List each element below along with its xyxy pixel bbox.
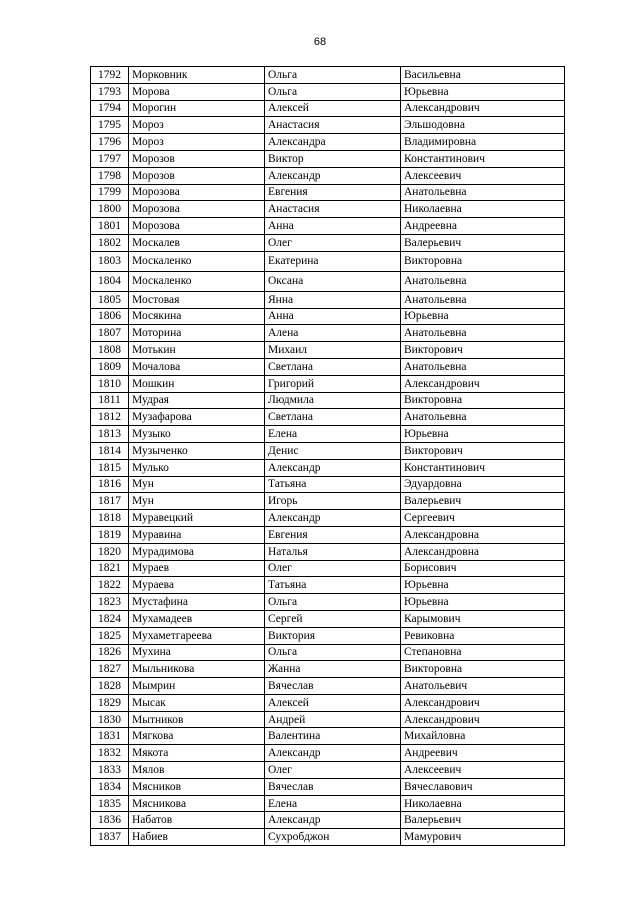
first-name-cell: Оксана xyxy=(265,271,401,291)
last-name-cell: Мустафина xyxy=(129,594,265,611)
row-number-cell: 1813 xyxy=(91,426,129,443)
table-row xyxy=(91,291,565,308)
table-row xyxy=(91,795,565,812)
table-row xyxy=(91,409,565,426)
last-name-cell: Мухамадеев xyxy=(129,610,265,627)
last-name-cell: Москаленко xyxy=(129,251,265,271)
table-row xyxy=(91,829,565,846)
row-number-cell: 1796 xyxy=(91,134,129,151)
row-number-cell: 1828 xyxy=(91,678,129,695)
row-number-cell: 1829 xyxy=(91,694,129,711)
patronymic-cell: Валерьевич xyxy=(401,234,565,251)
first-name-cell: Олег xyxy=(265,234,401,251)
row-number-cell: 1822 xyxy=(91,577,129,594)
row-number-cell: 1798 xyxy=(91,167,129,184)
last-name-cell: Набатов xyxy=(129,812,265,829)
patronymic-cell: Николаевна xyxy=(401,201,565,218)
first-name-cell: Денис xyxy=(265,442,401,459)
table-row xyxy=(91,325,565,342)
first-name-cell: Валентина xyxy=(265,728,401,745)
row-number-cell: 1795 xyxy=(91,117,129,134)
row-number-cell: 1801 xyxy=(91,218,129,235)
first-name-cell: Светлана xyxy=(265,358,401,375)
row-number-cell: 1811 xyxy=(91,392,129,409)
last-name-cell: Мураев xyxy=(129,560,265,577)
table-row xyxy=(91,476,565,493)
table-row xyxy=(91,543,565,560)
first-name-cell: Андрей xyxy=(265,711,401,728)
row-number-cell: 1794 xyxy=(91,100,129,117)
row-number-cell: 1799 xyxy=(91,184,129,201)
first-name-cell: Алексей xyxy=(265,694,401,711)
table-row xyxy=(91,342,565,359)
row-number-cell: 1815 xyxy=(91,459,129,476)
first-name-cell: Ольга xyxy=(265,594,401,611)
patronymic-cell: Степановна xyxy=(401,644,565,661)
first-name-cell: Ольга xyxy=(265,644,401,661)
last-name-cell: Мун xyxy=(129,493,265,510)
last-name-cell: Музыко xyxy=(129,426,265,443)
patronymic-cell: Викторович xyxy=(401,442,565,459)
row-number-cell: 1833 xyxy=(91,762,129,779)
last-name-cell: Мудрая xyxy=(129,392,265,409)
table-row xyxy=(91,694,565,711)
patronymic-cell: Юрьевна xyxy=(401,83,565,100)
last-name-cell: Мороз xyxy=(129,134,265,151)
last-name-cell: Мытников xyxy=(129,711,265,728)
patronymic-cell: Константинович xyxy=(401,150,565,167)
last-name-cell: Морозов xyxy=(129,150,265,167)
patronymic-cell: Анатольевна xyxy=(401,184,565,201)
first-name-cell: Григорий xyxy=(265,375,401,392)
table-row xyxy=(91,644,565,661)
roster-body xyxy=(91,67,565,846)
row-number-cell: 1793 xyxy=(91,83,129,100)
patronymic-cell: Валерьевич xyxy=(401,812,565,829)
table-row xyxy=(91,117,565,134)
first-name-cell: Игорь xyxy=(265,493,401,510)
last-name-cell: Мураева xyxy=(129,577,265,594)
patronymic-cell: Александрович xyxy=(401,711,565,728)
row-number-cell: 1832 xyxy=(91,745,129,762)
first-name-cell: Анна xyxy=(265,308,401,325)
row-number-cell: 1830 xyxy=(91,711,129,728)
table-row xyxy=(91,167,565,184)
patronymic-cell: Андреевич xyxy=(401,745,565,762)
first-name-cell: Олег xyxy=(265,560,401,577)
table-row xyxy=(91,392,565,409)
last-name-cell: Морова xyxy=(129,83,265,100)
table-row xyxy=(91,442,565,459)
last-name-cell: Мясников xyxy=(129,778,265,795)
first-name-cell: Ольга xyxy=(265,83,401,100)
first-name-cell: Ольга xyxy=(265,67,401,84)
patronymic-cell: Викторовна xyxy=(401,392,565,409)
table-row xyxy=(91,67,565,84)
table-row xyxy=(91,577,565,594)
row-number-cell: 1823 xyxy=(91,594,129,611)
row-number-cell: 1821 xyxy=(91,560,129,577)
last-name-cell: Музафарова xyxy=(129,409,265,426)
patronymic-cell: Александровна xyxy=(401,543,565,560)
patronymic-cell: Эльшодовна xyxy=(401,117,565,134)
patronymic-cell: Михайловна xyxy=(401,728,565,745)
patronymic-cell: Анатольевна xyxy=(401,271,565,291)
row-number-cell: 1792 xyxy=(91,67,129,84)
row-number-cell: 1814 xyxy=(91,442,129,459)
first-name-cell: Анастасия xyxy=(265,117,401,134)
patronymic-cell: Сергеевич xyxy=(401,510,565,527)
first-name-cell: Жанна xyxy=(265,661,401,678)
table-row xyxy=(91,459,565,476)
first-name-cell: Александр xyxy=(265,510,401,527)
table-row xyxy=(91,510,565,527)
last-name-cell: Мун xyxy=(129,476,265,493)
table-row xyxy=(91,184,565,201)
table-row xyxy=(91,728,565,745)
first-name-cell: Александра xyxy=(265,134,401,151)
row-number-cell: 1800 xyxy=(91,201,129,218)
patronymic-cell: Александровна xyxy=(401,526,565,543)
table-row xyxy=(91,745,565,762)
last-name-cell: Мостовая xyxy=(129,291,265,308)
patronymic-cell: Юрьевна xyxy=(401,594,565,611)
last-name-cell: Мякота xyxy=(129,745,265,762)
first-name-cell: Елена xyxy=(265,426,401,443)
last-name-cell: Муравина xyxy=(129,526,265,543)
row-number-cell: 1808 xyxy=(91,342,129,359)
row-number-cell: 1805 xyxy=(91,291,129,308)
table-row xyxy=(91,627,565,644)
page-number: 68 xyxy=(313,36,327,48)
last-name-cell: Мулько xyxy=(129,459,265,476)
patronymic-cell: Николаевна xyxy=(401,795,565,812)
row-number-cell: 1817 xyxy=(91,493,129,510)
table-row xyxy=(91,610,565,627)
first-name-cell: Татьяна xyxy=(265,577,401,594)
patronymic-cell: Валерьевич xyxy=(401,493,565,510)
table-row xyxy=(91,493,565,510)
patronymic-cell: Эдуардовна xyxy=(401,476,565,493)
table-row xyxy=(91,100,565,117)
row-number-cell: 1816 xyxy=(91,476,129,493)
patronymic-cell: Викторовна xyxy=(401,661,565,678)
table-row xyxy=(91,234,565,251)
first-name-cell: Елена xyxy=(265,795,401,812)
first-name-cell: Евгения xyxy=(265,184,401,201)
patronymic-cell: Карымович xyxy=(401,610,565,627)
row-number-cell: 1820 xyxy=(91,543,129,560)
row-number-cell: 1807 xyxy=(91,325,129,342)
table-row xyxy=(91,83,565,100)
last-name-cell: Морогин xyxy=(129,100,265,117)
first-name-cell: Александр xyxy=(265,745,401,762)
last-name-cell: Морковник xyxy=(129,67,265,84)
last-name-cell: Мочалова xyxy=(129,358,265,375)
row-number-cell: 1834 xyxy=(91,778,129,795)
last-name-cell: Мягкова xyxy=(129,728,265,745)
table-row xyxy=(91,778,565,795)
patronymic-cell: Алексеевич xyxy=(401,762,565,779)
first-name-cell: Наталья xyxy=(265,543,401,560)
last-name-cell: Мухина xyxy=(129,644,265,661)
table-row xyxy=(91,678,565,695)
first-name-cell: Сухробджон xyxy=(265,829,401,846)
patronymic-cell: Александрович xyxy=(401,100,565,117)
table-row xyxy=(91,201,565,218)
last-name-cell: Морозова xyxy=(129,201,265,218)
patronymic-cell: Анатольевна xyxy=(401,291,565,308)
first-name-cell: Анна xyxy=(265,218,401,235)
table-row xyxy=(91,150,565,167)
first-name-cell: Алексей xyxy=(265,100,401,117)
row-number-cell: 1797 xyxy=(91,150,129,167)
last-name-cell: Мялов xyxy=(129,762,265,779)
row-number-cell: 1803 xyxy=(91,251,129,271)
patronymic-cell: Анатольевна xyxy=(401,409,565,426)
first-name-cell: Татьяна xyxy=(265,476,401,493)
roster-table xyxy=(90,66,565,846)
row-number-cell: 1826 xyxy=(91,644,129,661)
table-row xyxy=(91,134,565,151)
row-number-cell: 1812 xyxy=(91,409,129,426)
first-name-cell: Анастасия xyxy=(265,201,401,218)
table-row xyxy=(91,812,565,829)
table-row xyxy=(91,218,565,235)
patronymic-cell: Анатольевна xyxy=(401,358,565,375)
first-name-cell: Виктория xyxy=(265,627,401,644)
table-row xyxy=(91,711,565,728)
row-number-cell: 1802 xyxy=(91,234,129,251)
last-name-cell: Набиев xyxy=(129,829,265,846)
patronymic-cell: Юрьевна xyxy=(401,426,565,443)
last-name-cell: Мысак xyxy=(129,694,265,711)
patronymic-cell: Мамурович xyxy=(401,829,565,846)
table-row xyxy=(91,308,565,325)
last-name-cell: Москаленко xyxy=(129,271,265,291)
last-name-cell: Морозов xyxy=(129,167,265,184)
table-row xyxy=(91,358,565,375)
table-row xyxy=(91,594,565,611)
row-number-cell: 1836 xyxy=(91,812,129,829)
last-name-cell: Муравецкий xyxy=(129,510,265,527)
table-row xyxy=(91,560,565,577)
row-number-cell: 1809 xyxy=(91,358,129,375)
last-name-cell: Мосякина xyxy=(129,308,265,325)
first-name-cell: Виктор xyxy=(265,150,401,167)
first-name-cell: Михаил xyxy=(265,342,401,359)
first-name-cell: Алена xyxy=(265,325,401,342)
patronymic-cell: Борисович xyxy=(401,560,565,577)
table-row xyxy=(91,526,565,543)
patronymic-cell: Васильевна xyxy=(401,67,565,84)
patronymic-cell: Константинович xyxy=(401,459,565,476)
table-row xyxy=(91,251,565,271)
last-name-cell: Морозова xyxy=(129,184,265,201)
row-number-cell: 1827 xyxy=(91,661,129,678)
last-name-cell: Моторина xyxy=(129,325,265,342)
row-number-cell: 1819 xyxy=(91,526,129,543)
first-name-cell: Евгения xyxy=(265,526,401,543)
patronymic-cell: Анатольевна xyxy=(401,325,565,342)
last-name-cell: Мухаметгареева xyxy=(129,627,265,644)
row-number-cell: 1835 xyxy=(91,795,129,812)
first-name-cell: Сергей xyxy=(265,610,401,627)
last-name-cell: Мошкин xyxy=(129,375,265,392)
first-name-cell: Александр xyxy=(265,167,401,184)
patronymic-cell: Викторовна xyxy=(401,251,565,271)
patronymic-cell: Викторович xyxy=(401,342,565,359)
first-name-cell: Александр xyxy=(265,812,401,829)
last-name-cell: Мясникова xyxy=(129,795,265,812)
first-name-cell: Екатерина xyxy=(265,251,401,271)
first-name-cell: Вячеслав xyxy=(265,778,401,795)
table-row xyxy=(91,661,565,678)
table-row xyxy=(91,375,565,392)
first-name-cell: Александр xyxy=(265,459,401,476)
patronymic-cell: Анатольевич xyxy=(401,678,565,695)
row-number-cell: 1824 xyxy=(91,610,129,627)
row-number-cell: 1831 xyxy=(91,728,129,745)
first-name-cell: Олег xyxy=(265,762,401,779)
patronymic-cell: Алексеевич xyxy=(401,167,565,184)
table-row xyxy=(91,762,565,779)
patronymic-cell: Юрьевна xyxy=(401,308,565,325)
patronymic-cell: Владимировна xyxy=(401,134,565,151)
patronymic-cell: Вячеславович xyxy=(401,778,565,795)
patronymic-cell: Юрьевна xyxy=(401,577,565,594)
last-name-cell: Мороз xyxy=(129,117,265,134)
row-number-cell: 1804 xyxy=(91,271,129,291)
row-number-cell: 1818 xyxy=(91,510,129,527)
last-name-cell: Мурадимова xyxy=(129,543,265,560)
table-row xyxy=(91,271,565,291)
first-name-cell: Людмила xyxy=(265,392,401,409)
row-number-cell: 1806 xyxy=(91,308,129,325)
row-number-cell: 1825 xyxy=(91,627,129,644)
patronymic-cell: Александрович xyxy=(401,375,565,392)
first-name-cell: Янна xyxy=(265,291,401,308)
last-name-cell: Музыченко xyxy=(129,442,265,459)
last-name-cell: Мыльникова xyxy=(129,661,265,678)
last-name-cell: Мотькин xyxy=(129,342,265,359)
table-row xyxy=(91,426,565,443)
row-number-cell: 1810 xyxy=(91,375,129,392)
row-number-cell: 1837 xyxy=(91,829,129,846)
first-name-cell: Светлана xyxy=(265,409,401,426)
last-name-cell: Москалев xyxy=(129,234,265,251)
last-name-cell: Мымрин xyxy=(129,678,265,695)
patronymic-cell: Ревиковна xyxy=(401,627,565,644)
patronymic-cell: Андреевна xyxy=(401,218,565,235)
patronymic-cell: Александрович xyxy=(401,694,565,711)
last-name-cell: Морозова xyxy=(129,218,265,235)
first-name-cell: Вячеслав xyxy=(265,678,401,695)
